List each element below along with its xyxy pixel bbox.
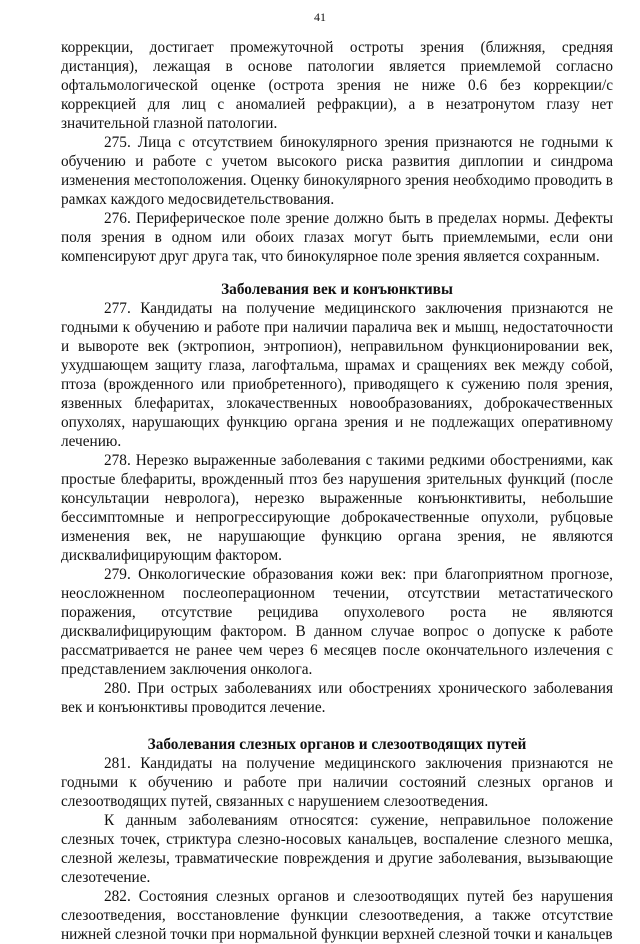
paragraph-281-list: К данным заболеваниям относятся: сужение, неправильное положение слезных точек, стриктура слезно-носовых канальцев, воспаление слезного мешка, слезной железы, травматические повреждения и другие заболевания, вызывающие слезотечение. <box>61 812 613 886</box>
paragraph-281: 281. Кандидаты на получение медицинского заключения признаются не годными к обучению и работе при наличии состояний слезных органов и слезоотводящих путей, связанных с нарушением слезоотведения. <box>61 755 613 810</box>
paragraph-277: 277. Кандидаты на получение медицинского заключения признаются не годными к обучению и работе при наличии паралича век и мышц, недостаточности и вывороте век (эктропион, энтропион), неправильном функционировании век, ухудшающем защиту глаза, лагофтальма, шрамах и сращениях век между собой, птоза (врожденного или приобретенного), приводящего к сужению поля зрения, язвенных блефаритах, злокачественных новообразованиях, доброкачественных опухолях, нарушающих функцию органа зрения и не подлежащих оперативному лечению. <box>61 300 613 450</box>
paragraph-274-continued: коррекции, достигает промежуточной остроты зрения (ближняя, средняя дистанция), лежащая в основе патологии является приемлемой согласно офтальмологической оценке (острота зрения не ниже 0.6 без коррекции/с коррекцией для лиц с аномалией рефракции), а в незатронутом глазу нет значительной глазной патологии. <box>61 39 613 132</box>
section-heading-lacrimal: Заболевания слезных органов и слезоотводящих путей <box>147 736 527 753</box>
document-body <box>61 38 613 944</box>
paragraph-276: 276. Периферическое поле зрение должно быть в пределах нормы. Дефекты поля зрения в одном или обоих глазах могут быть приемлемыми, если они компенсируют друг друга так, что бинокулярное поле зрения является сохранным. <box>61 210 613 265</box>
paragraph-282: 282. Состояния слезных органов и слезоотводящих путей без нарушения слезоотведения, восстановление функции слезоотведения, а также отсутствие нижней слезной точки при нормальной функции верхней слезной точки и канальцев <box>61 888 613 943</box>
paragraph-275: 275. Лица с отсутствием бинокулярного зрения признаются не годными к обучению и работе с учетом высокого риска развития диплопии и синдрома изменения местоположения. Оценку бинокулярного зрения необходимо проводить в рамках каждого медосвидетельствования. <box>61 134 613 208</box>
paragraph-279: 279. Онкологические образования кожи век: при благоприятном прогнозе, неосложненном послеоперационном течении, отсутствии метастатического поражения, отсутствие рецидива опухолевого роста не являются дисквалифицирующим фактором. В данном случае вопрос о допуске к работе рассматривается не ранее чем через 6 месяцев после окончательного излечения с представлением заключения онколога. <box>61 566 613 678</box>
section-heading-eyelids: Заболевания век и конъюнктивы <box>221 281 453 298</box>
page-number: 41 <box>314 10 326 24</box>
paragraph-280: 280. При острых заболеваниях или обострениях хронического заболевания век и конъюнктивы проводится лечение. <box>61 680 613 716</box>
paragraph-278: 278. Нерезко выраженные заболевания с такими редкими обострениями, как простые блефариты, врожденный птоз без нарушения зрительных функций (после консультации невролога), нерезко выраженные конъюнктивиты, небольшие бессимптомные и непрогрессирующие доброкачественные опухоли, рубцовые изменения век, не нарушающие функцию органа зрения, не являются дисквалифицирующим фактором. <box>61 452 613 564</box>
